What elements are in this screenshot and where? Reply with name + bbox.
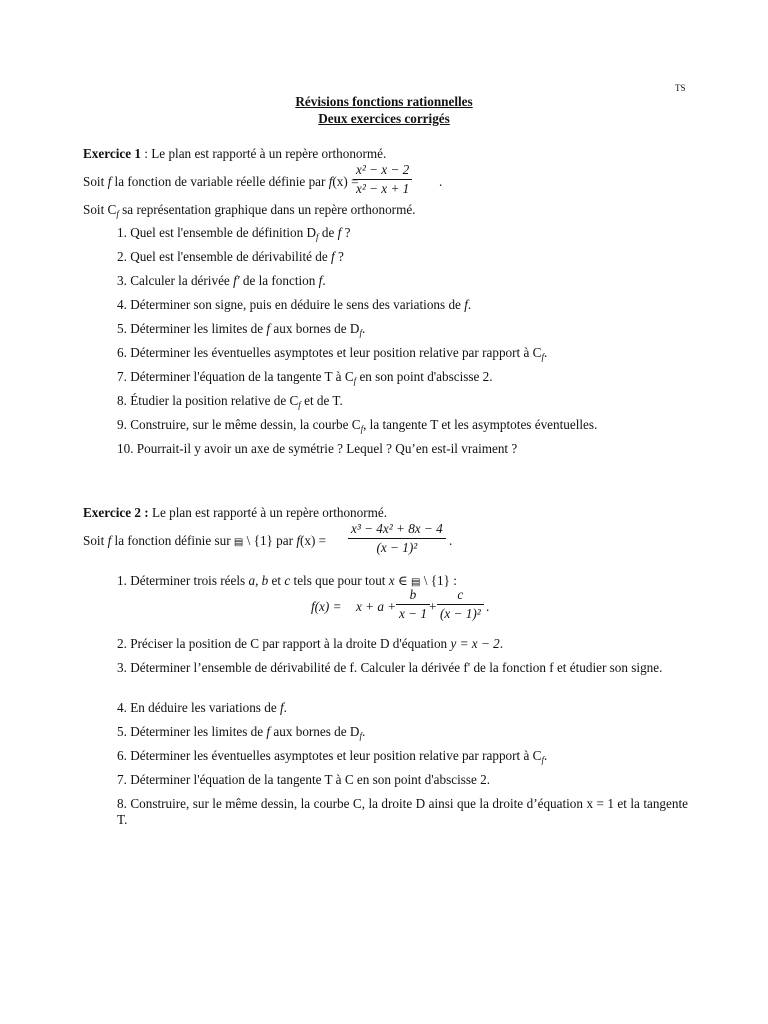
ex2-denominator: (x − 1)²: [376, 539, 418, 555]
ex1-intro-text: : Le plan est rapporté à un repère orthonormé.: [140, 146, 387, 161]
ex1-question-5: [117, 321, 365, 339]
ex2-intro: [83, 505, 387, 521]
ex1-fx-rest: (x) =: [332, 174, 359, 189]
real-numbers-icon: ▤: [410, 577, 421, 588]
ex1-graph-rest: sa représentation graphique dans un repère orthonormé.: [118, 202, 416, 217]
q-text: 4. Déterminer son signe, puis en déduire le sens des variations de: [117, 297, 465, 312]
ex2-f: f: [107, 533, 112, 548]
ex1-graph-prefix: Soit C: [83, 202, 117, 217]
q-text: 6. Déterminer les éventuelles asymptotes et leur position relative par rapport à C: [117, 345, 542, 360]
ex2-eq-plus: +: [429, 599, 437, 614]
ex2-def-prefix: Soit: [83, 533, 108, 548]
q-text: 6. Déterminer les éventuelles asymptotes et leur position relative par rapport à C: [117, 748, 542, 763]
q-text: et: [268, 573, 285, 588]
eq-lhs-text: f(x) =: [311, 599, 342, 614]
ex1-definition: [83, 174, 359, 190]
ex1-question-1: [117, 225, 350, 243]
q-text: \ {1} :: [420, 573, 457, 588]
ex1-question-3: [117, 273, 326, 289]
q-sub: f: [359, 731, 362, 741]
q-text: .: [543, 345, 548, 360]
ex1-graph-sub: f: [116, 209, 119, 219]
title-line-2: Deux exercices corrigés: [318, 111, 450, 126]
ex2-def-dot: .: [449, 533, 453, 548]
real-numbers-icon: ▤: [233, 537, 244, 548]
ex2-eq-fraction-2: [437, 587, 484, 622]
q-f: f: [266, 724, 271, 739]
ex1-def-mid: la fonction de variable réelle définie par: [111, 174, 329, 189]
q-text: tels que pour tout: [290, 573, 389, 588]
ex2-question-5: [117, 724, 365, 742]
q-text: .: [467, 297, 472, 312]
ex2-fx-rest: (x) =: [300, 533, 327, 548]
q-text: ?: [334, 249, 344, 264]
q-text: 5. Déterminer les limites de: [117, 321, 267, 336]
ex1-def-prefix: Soit: [83, 174, 108, 189]
q-sub: f: [541, 352, 544, 362]
q-text: et de T.: [300, 393, 343, 408]
q-text: .: [361, 724, 366, 739]
q-text: 7. Déterminer l'équation de la tangente T à C: [117, 369, 354, 384]
ex2-question-8: 8. Construire, sur le même dessin, la courbe C, la droite D ainsi que la droite d’équation x = 1 et la tangente T.: [117, 796, 688, 827]
eq-f1-numerator: b: [396, 587, 430, 605]
ex1-graph: [83, 202, 415, 220]
ex2-eq-lhs: [311, 599, 342, 615]
q-text: 9. Construire, sur le même dessin, la courbe C: [117, 417, 361, 432]
ex1-f: f: [107, 174, 112, 189]
q-text: 1. Déterminer trois réels: [117, 573, 249, 588]
ex1-denominator: x² − x + 1: [356, 180, 410, 196]
ex2-question-3: 3. Déterminer l’ensemble de dérivabilité de f. Calculer la dérivée f' de la fonction f et étudier son signe.: [117, 660, 663, 675]
q-text: .: [499, 636, 504, 651]
ex2-eq-fraction-1: [396, 587, 430, 622]
q-text: .: [543, 748, 548, 763]
title-line-1: Révisions fonctions rationnelles: [295, 94, 473, 109]
ex1-question-7: [117, 369, 493, 387]
ex1-intro: [83, 146, 386, 162]
q-var-c: c: [284, 573, 291, 588]
ex1-def-dot: .: [439, 174, 443, 189]
q-text: .: [322, 273, 326, 288]
q-f: f: [266, 321, 271, 336]
q-f: f: [279, 700, 284, 715]
ex2-numerator: x³ − 4x² + 8x − 4: [348, 521, 446, 539]
q-fprime: f': [233, 273, 240, 288]
ex2-fx: f: [296, 533, 300, 548]
ex1-question-8: [117, 393, 343, 411]
ex2-def-mid: la fonction définie sur: [111, 533, 234, 548]
eq-mid-text: x + a +: [356, 599, 397, 614]
ex1-question-4: [117, 297, 471, 313]
ex2-eq-mid: [356, 599, 396, 615]
q-text: aux bornes de D: [270, 724, 360, 739]
ex2-question-7: 7. Déterminer l'équation de la tangente T à C en son point d'abscisse 2.: [117, 772, 491, 787]
q-equation: y = x − 2: [450, 636, 500, 651]
q-sub: f: [298, 400, 301, 410]
q-text: 2. Quel est l'ensemble de dérivabilité de: [117, 249, 332, 264]
q-f: f: [337, 225, 342, 240]
ex2-question-4: [117, 700, 287, 716]
q-text: 4. En déduire les variations de: [117, 700, 280, 715]
q-vars: a, b: [248, 573, 269, 588]
ex1-question-6: [117, 345, 547, 363]
ex1-label: Exercice 1: [83, 146, 141, 161]
ex2-question-2: [117, 636, 503, 652]
eq-f2-numerator: c: [437, 587, 484, 605]
q-sub: f: [353, 376, 357, 386]
ex1-fraction: [353, 162, 412, 197]
class-level-label: TS: [675, 83, 686, 93]
ex2-definition: [83, 533, 326, 549]
q-text: de la fonction: [239, 273, 319, 288]
q-sub: f: [316, 232, 319, 242]
q-text: 3. Calculer la dérivée: [117, 273, 234, 288]
ex2-fraction: [348, 521, 446, 556]
q-text: 5. Déterminer les limites de: [117, 724, 267, 739]
q-text: ∈: [394, 573, 411, 588]
q-text: en son point d'abscisse 2.: [356, 369, 493, 384]
q-f: f: [318, 273, 323, 288]
ex1-numerator: x² − x − 2: [353, 162, 412, 180]
q-text: , la tangente T et les asymptotes éventuelles.: [363, 417, 598, 432]
q-text: 2. Préciser la position de C par rapport à la droite D d'équation: [117, 636, 451, 651]
q-var-x: x: [388, 573, 395, 588]
ex2-intro-text: Le plan est rapporté à un repère orthonormé.: [148, 505, 388, 520]
ex1-question-2: [117, 249, 344, 265]
q-text: 8. Étudier la position relative de C: [117, 393, 299, 408]
q-text: .: [283, 700, 287, 715]
q-sub: f: [359, 328, 362, 338]
q-text: ?: [341, 225, 351, 240]
q-text: .: [361, 321, 366, 336]
ex1-question-9: [117, 417, 597, 435]
eq-f2-denominator: (x − 1)²: [440, 605, 481, 621]
ex2-eq-dot: .: [486, 599, 490, 614]
q-f: f: [464, 297, 468, 312]
q-text: 1. Quel est l'ensemble de définition D: [117, 225, 317, 240]
q-sub: f: [360, 424, 364, 434]
eq-f1-denominator: x − 1: [399, 605, 427, 621]
ex2-set: \ {1} par: [246, 533, 297, 548]
ex2-label: Exercice 2 :: [83, 505, 149, 520]
ex2-question-6: [117, 748, 547, 766]
q-text: de: [318, 225, 338, 240]
q-f: f: [331, 249, 335, 264]
q-sub: f: [541, 755, 544, 765]
ex1-question-10: 10. Pourrait-il y avoir un axe de symétrie ? Lequel ? Qu’en est-il vraiment ?: [117, 441, 518, 456]
ex1-fx: f: [328, 174, 333, 189]
q-text: aux bornes de D: [270, 321, 360, 336]
